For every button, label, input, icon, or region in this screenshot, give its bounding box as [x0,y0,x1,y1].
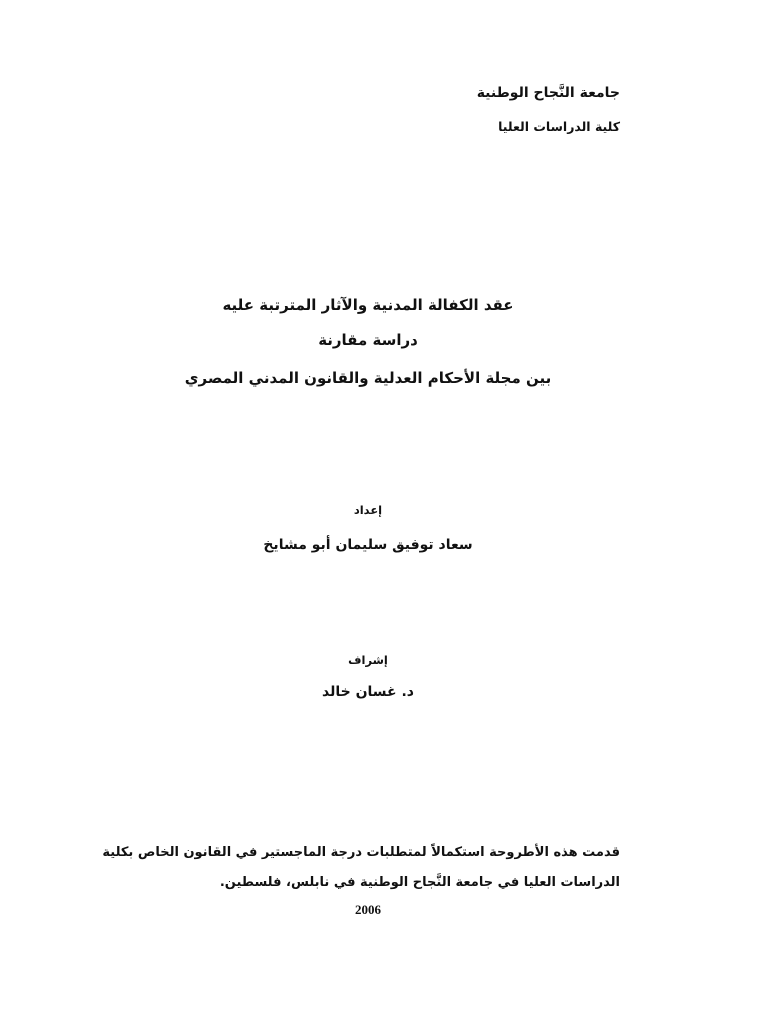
supervisor-label: إشراف [348,653,388,667]
submission-year: 2006 [355,902,381,917]
submission-statement-line-1: قدمت هذه الأطروحة استكمالاً لمتطلبات درجة الماجستير في القانون الخاص بكلية [102,845,620,860]
author-label: إعداد [353,503,383,517]
university-name: جامعة النَّجاح الوطنية [476,85,620,101]
supervisor-name: د. غسان خالد [322,684,414,700]
thesis-title-line-1: عقد الكفالة المدنية والآثار المترتبة عليه [222,296,514,314]
author-name: سعاد توفيق سليمان أبو مشايخ [263,537,473,553]
faculty-name: كلية الدراسات العليا [498,119,620,134]
submission-statement-line-2: الدراسات العليا في جامعة النَّجاح الوطنية في نابلس، فلسطين. [219,875,620,890]
thesis-title-line-2: دراسة مقارنة [318,331,418,349]
thesis-title-line-3: بين مجلة الأحكام العدلية والقانون المدني المصري [184,369,552,387]
